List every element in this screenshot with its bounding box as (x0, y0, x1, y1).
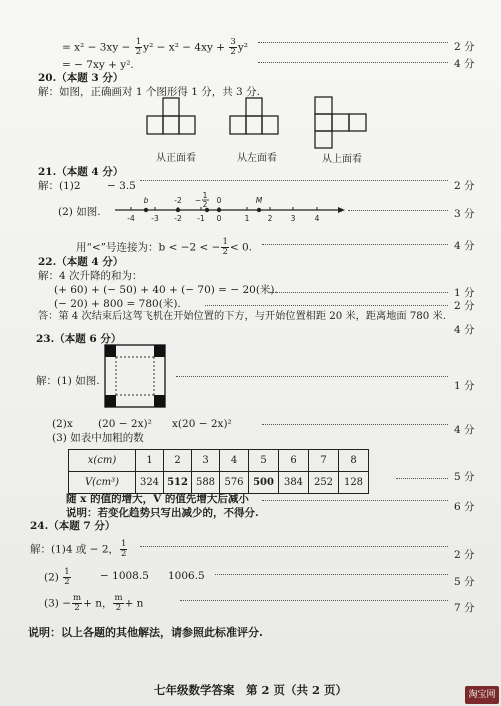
dotted-leader (180, 600, 448, 601)
left-view-label: 从左面看 (237, 153, 277, 164)
label-b: b (143, 196, 149, 205)
q21-part1-label: 解：(1)2 (38, 180, 81, 192)
front-view-figure (147, 98, 195, 134)
frac-num: m (114, 593, 123, 603)
tick-label: 1 (244, 214, 250, 223)
label-half-minus: − (194, 196, 202, 205)
score-label: 2 分 (454, 41, 475, 53)
table-cell: 252 (309, 472, 339, 494)
q24-part2-label: (2) (44, 571, 59, 584)
fraction (120, 540, 127, 559)
frac-num: 3 (230, 37, 236, 47)
q23-volume-table (68, 449, 369, 494)
table-cell: 588 (192, 472, 220, 494)
frac-den: 2 (115, 603, 122, 613)
left-view-figure (230, 98, 278, 134)
q24-part3-end: + n (124, 597, 144, 610)
score-label: 5 分 (454, 471, 475, 483)
score-label: 5 分 (454, 576, 475, 588)
frac-num: 1 (135, 37, 142, 47)
table-cell: 7 (309, 450, 339, 472)
q24-part1 (30, 540, 128, 559)
q22-line2: (− 20) + 800 = 780(米). (54, 298, 181, 310)
q22-answer: 答：第 4 次结束后这驾飞机在开始位置的下方，与开始位置相距 20 米，距离地面 780 米. (38, 311, 446, 322)
top-line-2: = − 7xy + y². (62, 59, 134, 71)
dotted-leader (140, 546, 448, 547)
dotted-leader (205, 305, 448, 306)
frac-den: 2 (64, 577, 70, 587)
dotted-leader (396, 478, 448, 479)
dotted-leader (262, 244, 448, 245)
table-cell: 2 (164, 450, 192, 472)
q23-part2-c: x(20 − 2x)² (172, 418, 232, 430)
q24-part3-label: (3) − (44, 597, 72, 610)
table-cell: 8 (339, 450, 369, 472)
score-label: 4 分 (454, 240, 475, 252)
tick-label: -4 (127, 214, 135, 223)
fraction (72, 594, 82, 613)
table-row (69, 472, 369, 494)
point-zero (217, 208, 221, 212)
watermark-logo: 淘宝网 (465, 686, 499, 704)
q21-part2-label: (2) 如图. (58, 206, 101, 218)
frac-den: 2 (222, 247, 228, 257)
table-header-cell: x(cm) (69, 450, 136, 472)
top-view-figure (315, 97, 366, 148)
dotted-leader (176, 376, 448, 377)
q24-part3 (44, 594, 143, 613)
point-b (144, 208, 148, 212)
q21-part1-value: − 3.5 (107, 180, 136, 192)
dotted-leader (262, 424, 448, 425)
table-cell: 4 (220, 450, 249, 472)
tick-label: 3 (290, 214, 296, 223)
label-top-0: 0 (216, 196, 222, 205)
score-label: 1 分 (454, 380, 475, 392)
q23-box-figure (104, 344, 166, 408)
tick-label: -2 (174, 214, 182, 223)
table-cell: 5 (249, 450, 279, 472)
q24-part1-text: 解：(1)4 或 − 2， (30, 543, 120, 556)
point-minus-2 (176, 208, 180, 212)
tick-label: 4 (314, 214, 320, 223)
score-label: 2 分 (454, 180, 475, 192)
table-cell: 512 (164, 472, 192, 494)
score-label: 7 分 (454, 602, 475, 614)
table-cell: 576 (220, 472, 249, 494)
q23-part2-b: (20 − 2x)² (98, 418, 152, 430)
q23-trend: 随 x 的值的增大，V 的值先增大后减小 (66, 493, 249, 505)
fraction (221, 238, 228, 257)
table-cell: 1 (136, 450, 164, 472)
fraction (113, 594, 123, 613)
tick-label: -3 (151, 214, 159, 223)
table-cell: 500 (249, 472, 279, 494)
page-footer: 七年级数学答案 第 2 页（共 2 页） (154, 683, 348, 697)
tick-label: 0 (216, 214, 222, 223)
score-label: 6 分 (454, 501, 475, 513)
score-label: 4 分 (454, 424, 475, 436)
table-cell: 384 (279, 472, 309, 494)
q21-title: 21.（本题 4 分） (38, 166, 124, 178)
frac-num: m (73, 593, 82, 603)
frac-den: 2 (135, 47, 142, 57)
score-label: 2 分 (454, 300, 475, 312)
q24-part2-b: − 1008.5 (100, 570, 149, 582)
table-cell: 324 (136, 472, 164, 494)
front-view-label: 从正面看 (156, 153, 196, 164)
compare-end: < 0. (229, 241, 253, 254)
table-cell: 128 (339, 472, 369, 494)
score-label: 2 分 (454, 549, 475, 561)
frac-num: 1 (121, 539, 127, 549)
q24-part2-c: 1006.5 (168, 570, 205, 582)
table-cell: 3 (192, 450, 220, 472)
label-m: M (255, 196, 263, 205)
q20-answer: 解：如图，正确画对 1 个图形得 1 分，共 3 分. (38, 86, 260, 98)
table-header-cell: V(cm³) (69, 472, 136, 494)
point-m (257, 208, 261, 212)
q22-line1: (+ 60) + (− 50) + 40 + (− 70) = − 20(米). (54, 284, 278, 296)
top-view-label: 从上面看 (322, 154, 362, 165)
frac-den: 2 (74, 603, 80, 613)
dotted-leader (348, 210, 448, 211)
q24-part2 (44, 568, 72, 587)
score-label: 3 分 (454, 208, 475, 220)
table-cell: 6 (279, 450, 309, 472)
label-half-num: 1 (202, 191, 208, 200)
label-half-den: 2 (202, 200, 208, 209)
q20-title: 20.（本题 3 分） (38, 72, 124, 84)
expr-part: = x² − 3xy − (62, 41, 134, 54)
dotted-leader (140, 180, 448, 181)
number-line (110, 190, 345, 230)
expr-part: y² (237, 41, 248, 54)
expr-part: y² − x² − 4xy + (143, 41, 229, 54)
dotted-leader (270, 292, 448, 293)
q23-part1: 解：(1) 如图. (36, 375, 100, 387)
compare-text: 用“<”号连接为：b < −2 < − (76, 241, 221, 254)
frac-num: 1 (222, 237, 228, 247)
tick-label: 2 (267, 214, 273, 223)
frac-den: 2 (121, 549, 127, 559)
q24-part3-mid: + n， (83, 597, 113, 610)
table-row (69, 450, 369, 472)
score-label: 4 分 (454, 58, 475, 70)
q23-part2-a: (2)x (52, 418, 73, 430)
fraction (63, 568, 70, 587)
frac-den: 2 (230, 47, 236, 57)
score-label: 4 分 (454, 324, 475, 336)
q23-note: 说明：若变化趋势只写出减少的，不得分. (66, 507, 259, 519)
q23-part3: (3) 如表中加粗的数 (52, 432, 144, 444)
q22-intro: 解：4 次升降的和为： (38, 270, 143, 282)
frac-num: 1 (64, 567, 70, 577)
q21-compare (76, 238, 252, 257)
grading-note: 说明：以上各题的其他解法，请参照此标准评分. (28, 626, 263, 639)
score-label: 1 分 (454, 287, 475, 299)
dotted-leader (215, 574, 448, 575)
q23-title: 23.（本题 6 分） (36, 333, 122, 345)
tick-label: -1 (197, 214, 205, 223)
label-top-minus-2: -2 (174, 196, 182, 205)
dotted-leader (262, 500, 448, 501)
q22-title: 22.（本题 4 分） (38, 256, 124, 268)
q24-title: 24.（本题 7 分） (30, 520, 116, 532)
